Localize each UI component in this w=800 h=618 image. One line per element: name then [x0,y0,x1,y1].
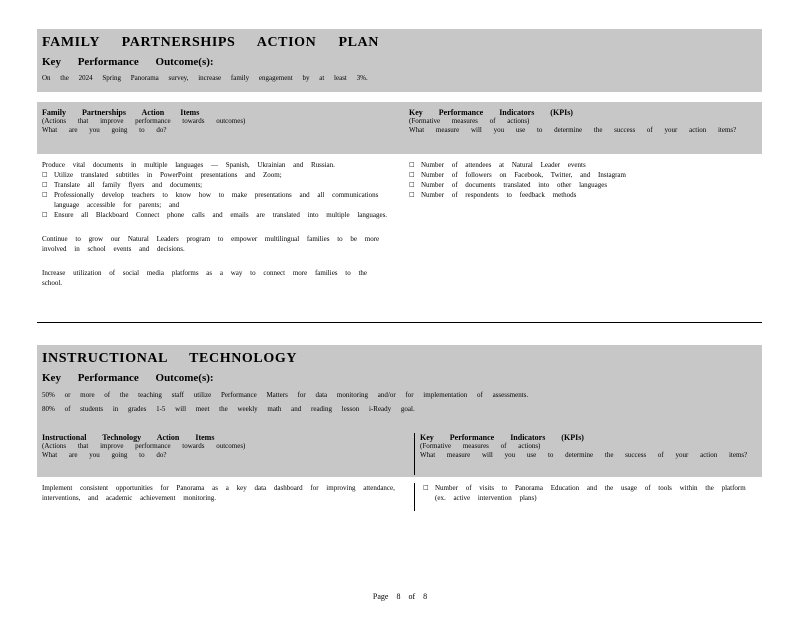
tech-kpi-header [414,433,757,475]
family-action-bullet [42,170,389,180]
family-actions-header-sub2: What are you going to do? [42,126,167,134]
tech-actions-header-sub1: (Actions that improve performance towards outcomes) [42,442,246,450]
tech-actions-header [42,433,414,475]
list-item: Number of attendees at Natural Leader events [421,161,586,169]
family-kpi-bullet [409,160,757,170]
tech-kpo-label: Key Performance Outcome(s): [42,372,214,384]
family-kpi-bullet [409,190,757,200]
family-kpi-header-sub2: What measure will you use to determine the success of your action items? [409,126,737,134]
family-title: FAMILY PARTNERSHIPS ACTION PLAN [42,35,379,50]
family-actions-para3: Increase utilization of social media platforms as a way to connect more families to the school. [42,269,368,287]
tech-kpi-bullet [423,483,757,503]
family-actions-header [42,108,409,152]
family-kpi-header [409,108,757,152]
family-action-bullet [42,190,389,210]
list-item: Number of visits to Panorama Education and the usage of tools within the platform (ex. active intervention plans) [435,484,746,502]
family-kpo-label: Key Performance Outcome(s): [42,56,214,68]
list-item: Professionally develop teachers to know how to make presentations and all communications language accessible for parents; and [54,191,379,209]
tech-kpi-header-sub2: What measure will you use to determine the success of your action items? [420,451,748,459]
tech-outcome: 80% of students in grades 1-5 will meet the weekly math and reading lesson i-Ready goal. [42,405,415,413]
family-action-bullet [42,180,389,190]
family-action-bullet [42,210,389,220]
list-item: Utilize translated subtitles in PowerPoint presentations and Zoom; [54,171,282,179]
family-outcome: On the 2024 Spring Panorama survey, increase family engagement by at least 3%. [42,74,368,82]
family-header-band [37,29,762,92]
square-bullet-icon: □ [42,191,48,198]
tech-outcome: 50% or more of the teaching staff utilize Performance Matters for data monitoring and/or for implementation of assessments. [42,391,529,399]
family-kpi-bullet [409,180,757,190]
tech-actions-header-title: Instructional Technology Action Items [42,433,215,442]
family-actions-column [42,160,409,288]
tech-actions-header-sub2: What are you going to do? [42,451,167,459]
tech-header-band [37,345,762,427]
square-bullet-icon: □ [42,181,48,188]
square-bullet-icon: □ [423,484,429,491]
page-number: Page 8 of 8 [372,592,428,601]
tech-body [37,477,762,517]
family-actions-para2: Continue to grow our Natural Leaders program to empower multilingual families to be more involved in school events and decisions. [42,235,380,253]
square-bullet-icon: □ [409,161,415,168]
square-bullet-icon: □ [42,211,48,218]
family-kpi-bullet [409,170,757,180]
square-bullet-icon: □ [409,181,415,188]
square-bullet-icon: □ [42,171,48,178]
family-actions-header-sub1: (Actions that improve performance towards outcomes) [42,117,246,125]
list-item: Translate all family flyers and documents; [54,181,203,189]
tech-kpi-header-sub1: (Formative measures of actions) [420,442,541,450]
family-kpi-column [409,160,757,288]
family-body [37,154,762,294]
family-columns-header [37,102,762,154]
square-bullet-icon: □ [409,171,415,178]
family-kpi-header-title: Key Performance Indicators (KPIs) [409,108,573,117]
tech-kpi-header-title: Key Performance Indicators (KPIs) [420,433,584,442]
family-partnerships-section [37,29,762,323]
tech-kpi-column [414,483,757,511]
tech-title: INSTRUCTIONAL TECHNOLOGY [42,351,298,366]
list-item: Number of respondents to feedback methods [421,191,577,199]
list-item: Number of followers on Facebook, Twitter, and Instagram [421,171,626,179]
tech-actions-column [42,483,414,511]
tech-actions-para1: Implement consistent opportunities for Panorama as a key data dashboard for improving attendance, interventions, and academic achievement monitoring. [42,484,395,502]
family-kpi-header-sub1: (Formative measures of actions) [409,117,530,125]
instructional-technology-section [37,345,762,520]
list-item: Ensure all Blackboard Connect phone calls and emails are translated into multiple languages. [54,211,388,219]
square-bullet-icon: □ [409,191,415,198]
family-actions-header-title: Family Partnerships Action Items [42,108,200,117]
family-actions-intro: Produce vital documents in multiple languages — Spanish, Ukrainian and Russian. [42,161,335,169]
tech-columns-header [37,427,762,477]
list-item: Number of documents translated into other languages [421,181,608,189]
